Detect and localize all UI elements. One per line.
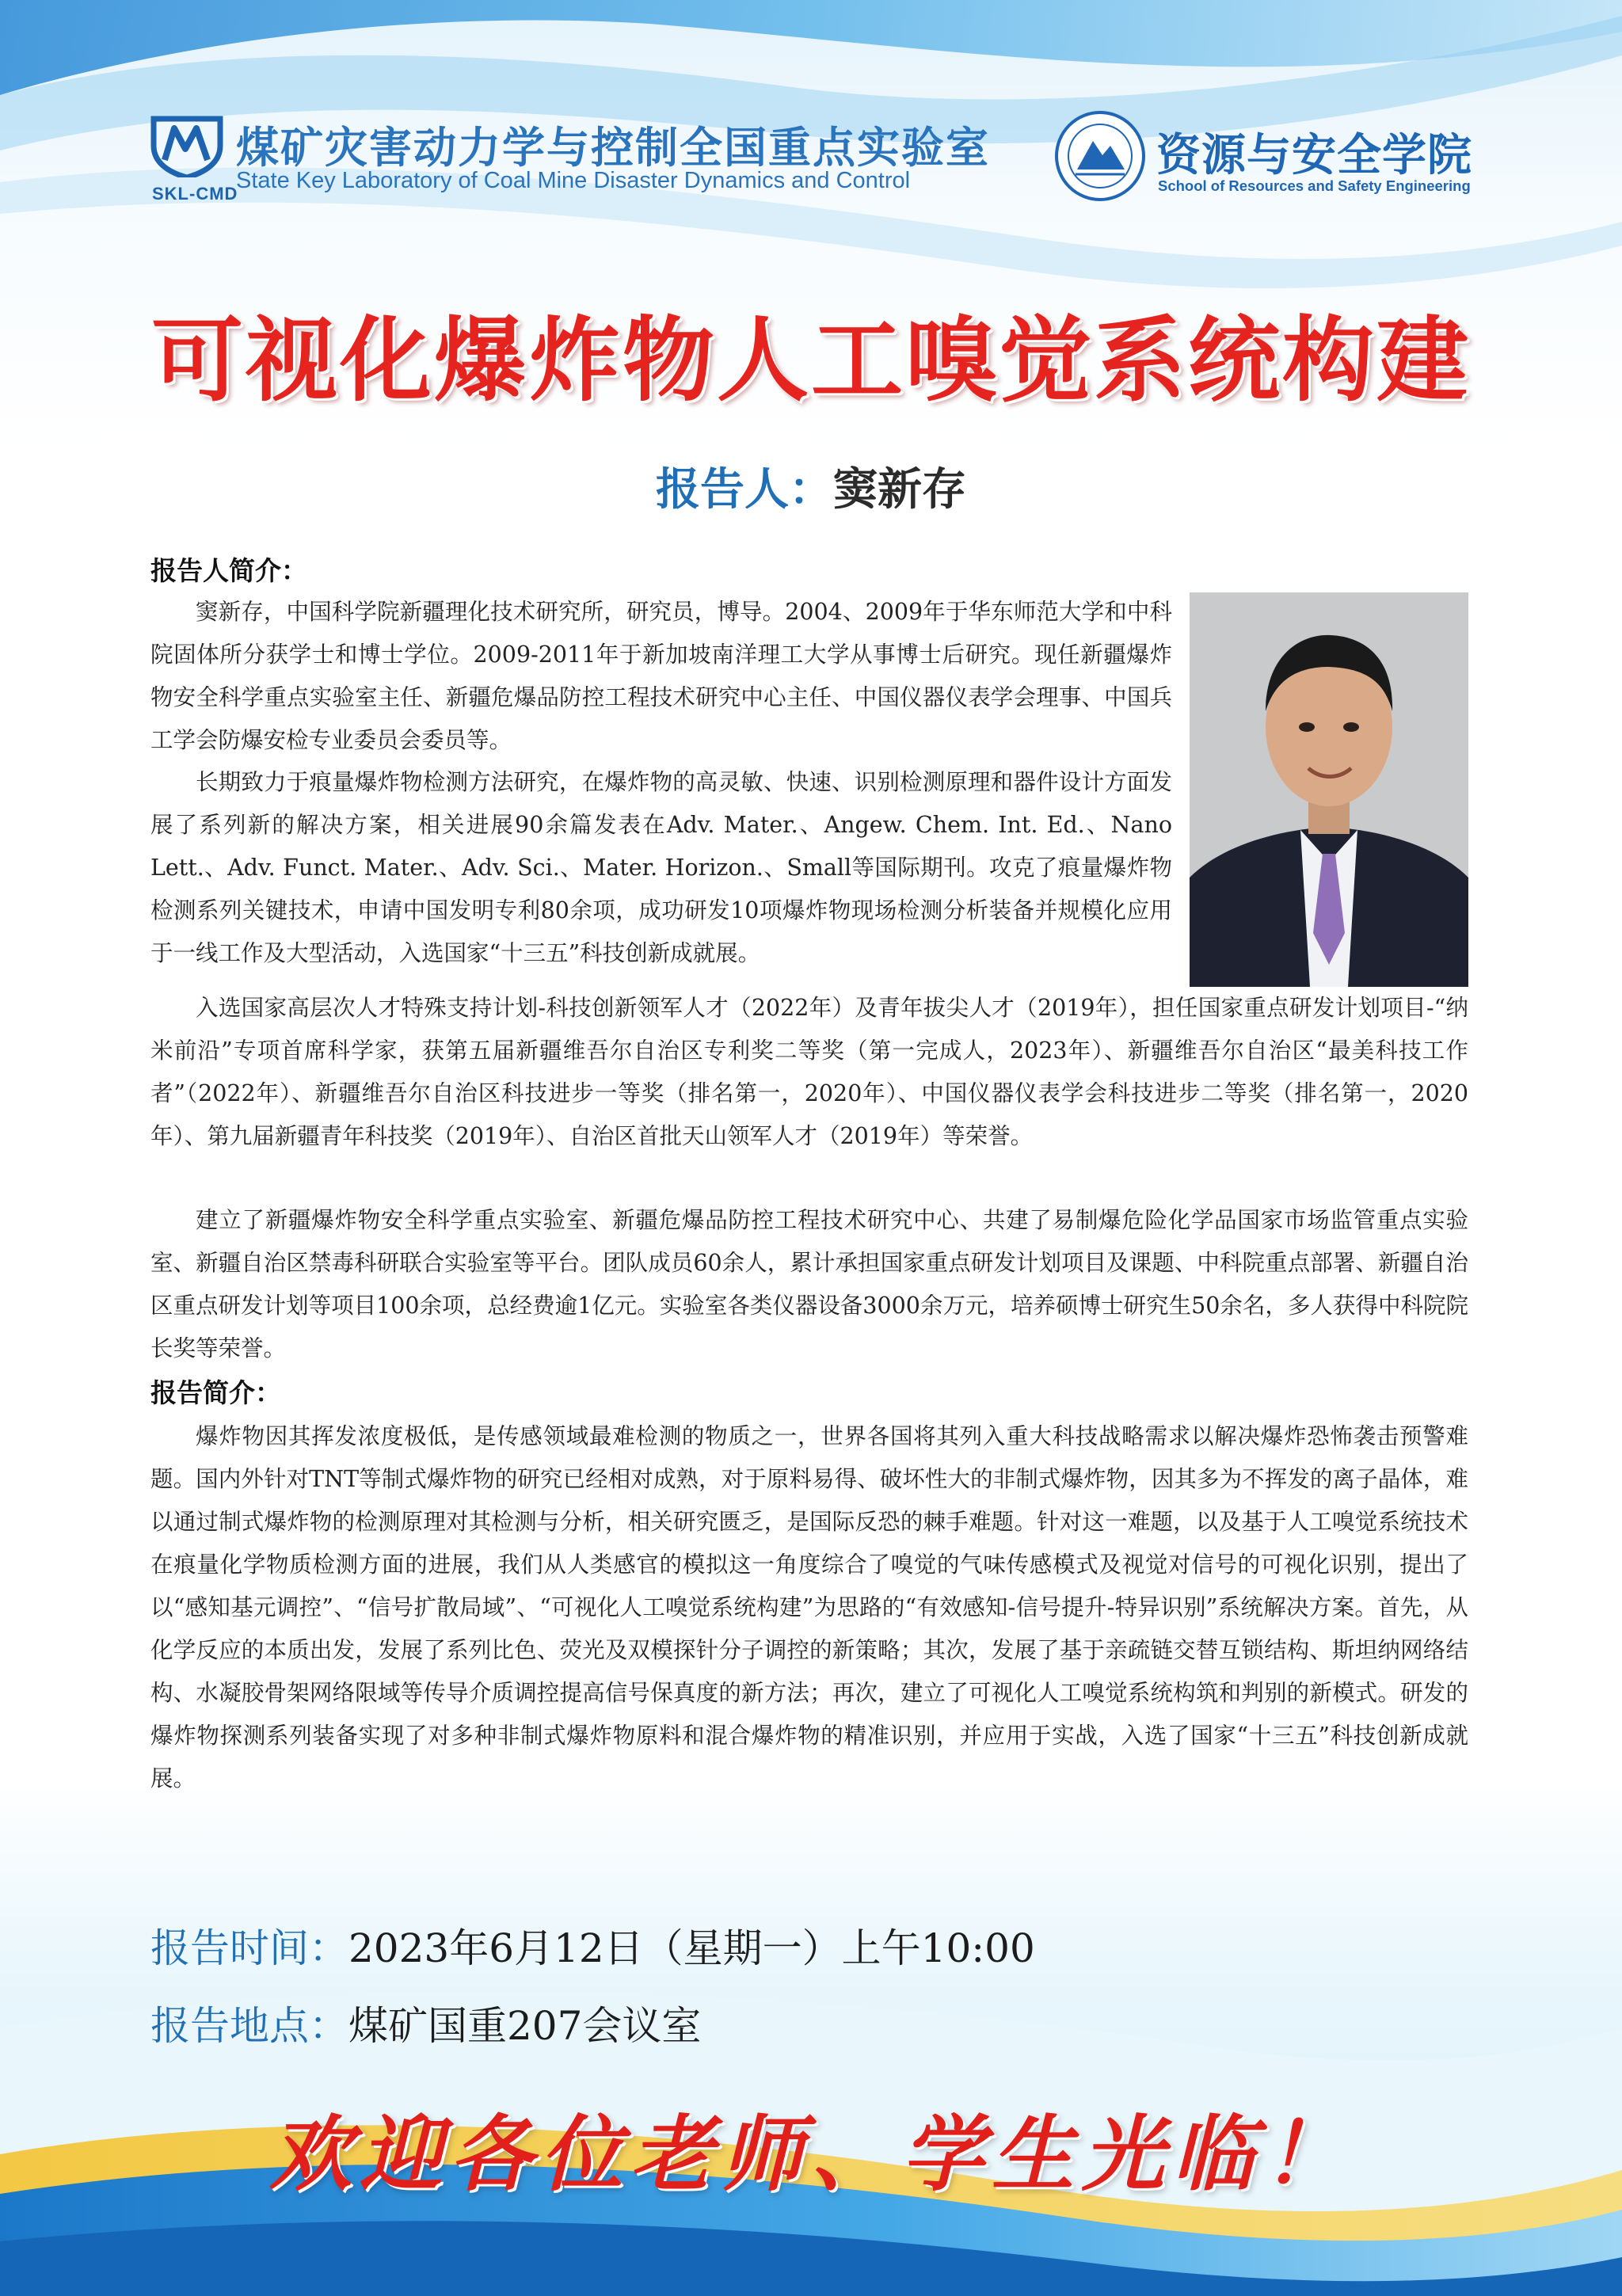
report-title: 可视化爆炸物人工嗅觉系统构建 xyxy=(151,307,1471,414)
abstract-heading: 报告简介： xyxy=(150,1377,281,1408)
lab-logo xyxy=(150,103,990,214)
lab-emblem-icon xyxy=(150,111,223,177)
welcome-banner: 欢迎各位老师、学生光临！ xyxy=(268,2106,1353,2203)
report-place xyxy=(150,1994,701,2051)
speaker-label: 报告人： xyxy=(656,464,833,516)
bio-paragraph: 窦新存，中国科学院新疆理化技术研究所，研究员，博导。2004、2009年于华东师范大学和中科院固体所分获学士和博士学位。2009-2011年于新加坡南洋理工大学从事博士后研究。现任新疆爆炸物安全科学重点实验室主任、新疆危爆品防控工程技术研究中心主任、中国仪器仪表学会理事、中国兵工学会防爆安检专业委员会委员等。 xyxy=(150,599,1172,753)
school-seal-icon xyxy=(1053,109,1147,203)
school-name-cn: 资源与安全学院 xyxy=(1156,130,1472,181)
school-logo xyxy=(1053,109,1497,212)
report-time xyxy=(150,1917,1035,1974)
place-label: 报告地点： xyxy=(150,2003,348,2049)
lab-name-en: State Key Laboratory of Coal Mine Disaster Dynamics and Control xyxy=(236,168,911,193)
time-value: 2023年6月12日（星期一）上午10:00 xyxy=(348,1925,1035,1971)
abstract-paragraph: 爆炸物因其挥发浓度极低，是传感领域最难检测的物质之一，世界各国将其列入重大科技战略需求以解决爆炸恐怖袭击预警难题。国内外针对TNT等制式爆炸物的研究已经相对成熟，对于原料易得、破坏性大的非制式爆炸物，因其多为不挥发的离子晶体，难以通过制式爆炸物的检测原理对其检测与分析，相关研究匮乏，是国际反恐的棘手难题。针对这一难题，以及基于人工嗅觉系统技术在痕量化学物质检测方面的进展，我们从人类感官的模拟这一角度综合了嗅觉的气味传感模式及视觉对信号的可视化识别，提出了以“感知基元调控”、“信号扩散局域”、“可视化人工嗅觉系统构建”为思路的“有效感知-信号提升-特异识别”系统解决方案。首先，从化学反应的本质出发，发展了系列比色、荧光及双模探针分子调控的新策略；其次，发展了基于亲疏链交替互锁结构、斯坦纳网络结构、水凝胶骨架网络限域等传导介质调控提高信号保真度的新方法；再次，建立了可视化人工嗅觉系统构筑和判别的新模式。研发的爆炸物探测系列装备实现了对多种非制式爆炸物原料和混合爆炸物的精准识别，并应用于实战，入选了国家“十三五”科技创新成就展。 xyxy=(150,1423,1468,1791)
school-name-en: School of Resources and Safety Engineering xyxy=(1158,177,1471,194)
bio-paragraph: 建立了新疆爆炸物安全科学重点实验室、新疆危爆品防控工程技术研究中心、共建了易制爆危险化学品国家市场监管重点实验室、新疆自治区禁毒科研联合实验室等平台。团队成员60余人，累计承担国家重点研发计划项目及课题、中科院重点部署、新疆自治区重点研发计划等项目100余项，总经费逾1亿元。实验室各类仪器设备3000余万元，培养硕博士研究生50余名，多人获得中科院院长奖等荣誉。 xyxy=(150,1207,1468,1361)
bio-paragraph: 入选国家高层次人才特殊支持计划-科技创新领军人才（2022年）及青年拔尖人才（2019年），担任国家重点研发计划项目-“纳米前沿”专项首席科学家，获第五届新疆维吾尔自治区专利奖二等奖（第一完成人，2023年）、新疆维吾尔自治区“最美科技工作者”（2022年）、新疆维吾尔自治区科技进步一等奖（排名第一，2020年）、中国仪器仪表学会科技进步二等奖（排名第一，2020年）、第九届新疆青年科技奖（2019年）、自治区首批天山领军人才（2019年）等荣誉。 xyxy=(150,995,1468,1149)
speaker-photo xyxy=(1190,592,1468,987)
speaker-name: 窦新存 xyxy=(833,464,966,516)
bio-heading: 报告人简介： xyxy=(150,555,307,586)
lab-name-cn: 煤矿灾害动力学与控制全国重点实验室 xyxy=(236,123,990,173)
lab-abbreviation: SKL-CMD xyxy=(152,184,238,204)
place-value: 煤矿国重207会议室 xyxy=(348,2003,702,2049)
time-label: 报告时间： xyxy=(150,1925,348,1971)
bio-paragraph: 长期致力于痕量爆炸物检测方法研究，在爆炸物的高灵敏、快速、识别检测原理和器件设计方面发展了系列新的解决方案，相关进展90余篇发表在Adv. Mater.、Angew. Chem. Int. Ed.、Nano Lett.、Adv. Funct. Mater.、Adv. Sci.、Mater. Horizon.、Small等国际期刊。攻克了痕量爆炸物检测系列关键技术，申请中国发明专利80余项，成功研发10项爆炸物现场检测分析装备并规模化应用于一线工作及大型活动，入选国家“十三五”科技创新成就展。 xyxy=(150,769,1172,966)
speaker-line xyxy=(0,455,1622,518)
